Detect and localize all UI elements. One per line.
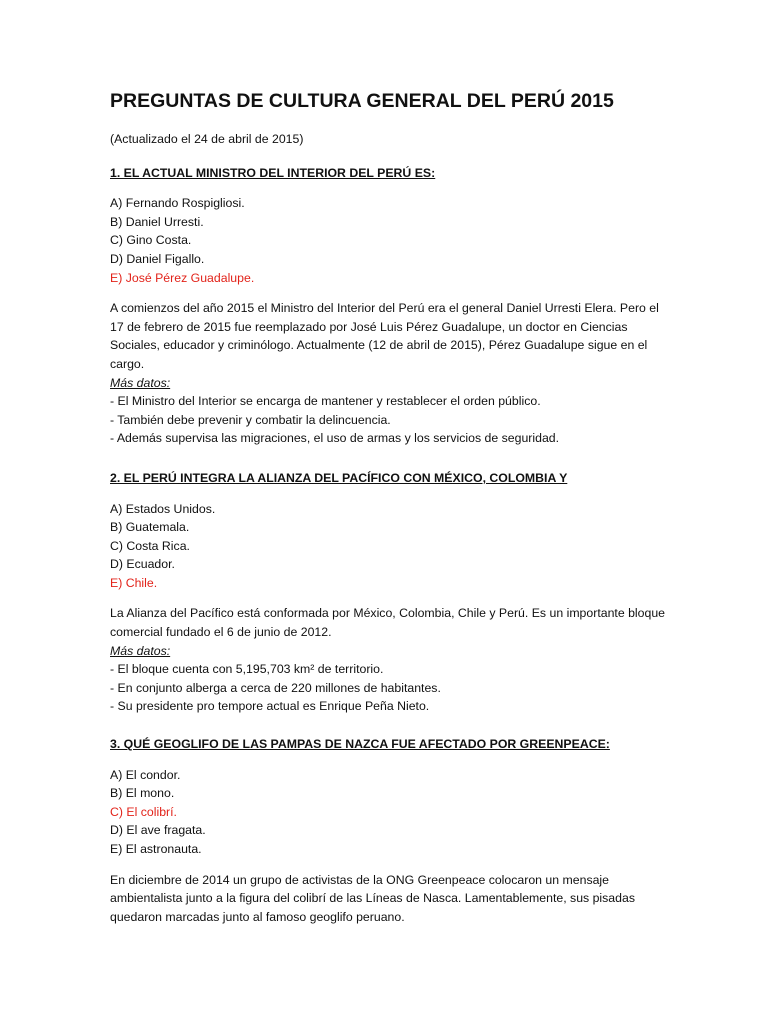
- option-a: A) El condor.: [110, 767, 181, 782]
- options-list: [110, 766, 670, 859]
- option-e-correct: E) José Pérez Guadalupe.: [110, 270, 255, 285]
- option-b: B) Guatemala.: [110, 520, 190, 535]
- question-heading: 3. QUÉ GEOGLIFO DE LAS PAMPAS DE NAZCA FUE AFECTADO POR GREENPEACE:: [110, 737, 610, 752]
- more-data-label: Más datos:: [110, 643, 171, 658]
- options-list: [110, 500, 670, 593]
- options-list: [110, 194, 670, 287]
- list-item: - Además supervisa las migraciones, el uso de armas y los servicios de seguridad.: [110, 431, 560, 446]
- more-data-list: [110, 660, 670, 716]
- list-item: - El bloque cuenta con 5,195,703 km² de territorio.: [110, 662, 384, 677]
- answer-explanation: La Alianza del Pacífico está conformada por México, Colombia, Chile y Perú. Es un importante bloque comercial fundado el 6 de junio de 2012.: [110, 606, 666, 640]
- option-c: C) Gino Costa.: [110, 233, 192, 248]
- list-item: - El Ministro del Interior se encarga de mantener y restablecer el orden público.: [110, 394, 541, 409]
- list-item: - También debe prevenir y combatir la delincuencia.: [110, 412, 391, 427]
- more-data-list: [110, 392, 670, 448]
- option-d: D) El ave fragata.: [110, 823, 206, 838]
- question-heading: 1. EL ACTUAL MINISTRO DEL INTERIOR DEL PERÚ ES:: [110, 165, 436, 180]
- option-c-correct: C) El colibrí.: [110, 804, 177, 819]
- option-d: D) Daniel Figallo.: [110, 251, 205, 266]
- question-heading: 2. EL PERÚ INTEGRA LA ALIANZA DEL PACÍFICO CON MÉXICO, COLOMBIA Y: [110, 470, 568, 485]
- option-a: A) Fernando Rospigliosi.: [110, 196, 245, 211]
- document-title: PREGUNTAS DE CULTURA GENERAL DEL PERÚ 2015: [110, 90, 614, 112]
- list-item: - Su presidente pro tempore actual es Enrique Peña Nieto.: [110, 699, 430, 714]
- option-a: A) Estados Unidos.: [110, 501, 216, 516]
- option-e: E) El astronauta.: [110, 842, 202, 856]
- answer-explanation: A comienzos del año 2015 el Ministro del Interior del Perú era el general Daniel Urresti Elera. Pero el 17 de febrero de 2015 fue reemplazado por José Luis Pérez Guadalupe, un doctor en Ciencias Sociales, educador y criminólogo. Actualmente (12 de abril de 2015), Pérez Guadalupe sigue en el cargo.: [110, 301, 659, 371]
- option-b: B) Daniel Urresti.: [110, 214, 204, 229]
- more-data-label: Más datos:: [110, 375, 171, 390]
- question-section-2: [110, 469, 670, 716]
- option-d: D) Ecuador.: [110, 557, 175, 572]
- answer-explanation: En diciembre de 2014 un grupo de activistas de la ONG Greenpeace colocaron un mensaje ambientalista junto a la figura del colibrí de las Líneas de Nasca. Lamentablemente, sus pisadas quedaron marcadas junto al famoso geoglifo peruano.: [110, 872, 635, 924]
- option-b: B) El mono.: [110, 786, 175, 801]
- list-item: - En conjunto alberga a cerca de 220 millones de habitantes.: [110, 680, 441, 695]
- option-c: C) Costa Rica.: [110, 538, 190, 553]
- question-section-1: [110, 164, 670, 448]
- option-e-correct: E) Chile.: [110, 575, 158, 590]
- updated-date: (Actualizado el 24 de abril de 2015): [110, 132, 304, 146]
- document-page: [110, 88, 670, 947]
- question-section-3: [110, 735, 670, 926]
